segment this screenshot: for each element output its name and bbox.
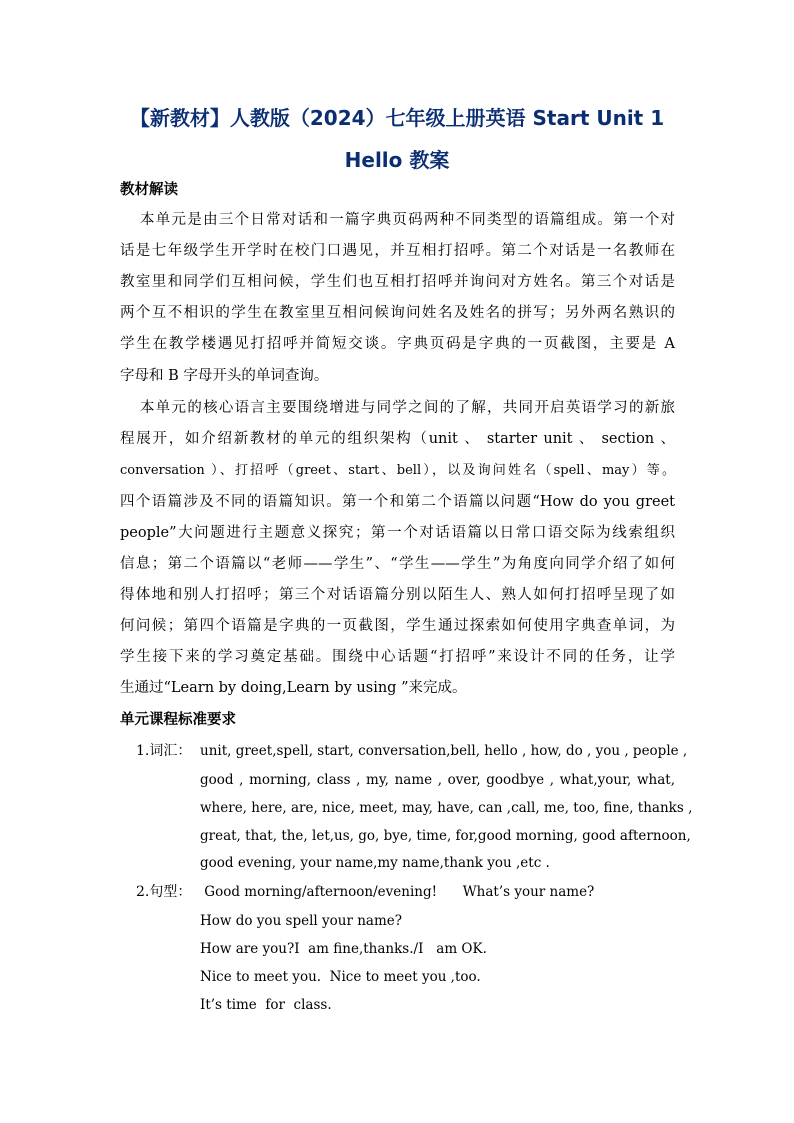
paragraph-line: 学生在教学楼遇见打招呼并简短交谈。字典页码是字典的一页截图，主要是 A: [120, 336, 675, 352]
paragraph-line: 程展开，如介绍新教材的单元的组织架构（unit 、 starter unit 、 section 、: [120, 431, 675, 447]
vocabulary-line: where, here, are, nice, meet, may, have, can ,call, me, too, fine, thanks ,: [200, 800, 693, 816]
paragraph-line: people”大问题进行主题意义探究；第一个对话语篇以日常口语交际为线索组织: [120, 525, 675, 541]
document-title-line-1: 【新教材】人教版（2024）七年级上册英语 Start Unit 1: [129, 106, 665, 130]
vocabulary-line: good , morning, class , my, name , over, goodbye , what,your, what,: [200, 772, 675, 788]
paragraph-line: 得体地和别人打招呼；第三个对话语篇分别以陌生人、熟人如何打招呼呈现了如: [120, 587, 675, 603]
paragraph-line: 信息；第二个语篇以“老师——学生”、“学生——学生”为角度向同学介绍了如何: [120, 556, 675, 572]
paragraph-line: 何问候；第四个语篇是字典的一页截图，学生通过探索如何使用字典查单词，为: [120, 618, 675, 634]
sentence-pattern-line: Nice to meet you. Nice to meet you ,too.: [200, 969, 481, 985]
sentence-pattern-line: How are you?I am fine,thanks./I am OK.: [200, 941, 487, 957]
paragraph-line: 话是七年级学生开学时在校门口遇见，并互相打招呼。第二个对话是一名教师在: [120, 243, 675, 259]
paragraph-line: 四个语篇涉及不同的语篇知识。第一个和第二个语篇以问题“How do you greet: [120, 494, 675, 510]
vocabulary-line: great, that, the, let,us, go, bye, time, for,good morning, good afternoon,: [200, 828, 691, 844]
sentence-pattern-line: Good morning/afternoon/evening! What’s your name?: [200, 884, 595, 900]
paragraph-line: conversation ）、打招呼（greet、start、bell），以及询问姓名（spell、may）等。: [120, 463, 675, 478]
paragraph-line: 两个互不相识的学生在教室里互相问候询问姓名及姓名的拼写；另外两名熟识的: [120, 305, 675, 321]
sentence-pattern-label: 2.句型：: [136, 884, 192, 900]
sentence-pattern-line: It’s time for class.: [200, 997, 332, 1013]
paragraph-line: 生通过“Learn by doing,Learn by using ”来完成。: [120, 680, 467, 696]
document-title-line-2: Hello 教案: [344, 148, 450, 172]
paragraph-line: 学生接下来的学习奠定基础。围绕中心话题“打招呼”来设计不同的任务，让学: [120, 649, 675, 665]
paragraph-line: 字母和 B 字母开头的单词查询。: [120, 368, 329, 384]
vocabulary-label: 1.词汇：: [136, 743, 192, 759]
sentence-pattern-line: How do you spell your name?: [200, 913, 402, 929]
paragraph-line: 本单元是由三个日常对话和一篇字典页码两种不同类型的语篇组成。第一个对: [140, 212, 675, 228]
vocabulary-line: unit, greet,spell, start, conversation,bell, hello , how, do , you , people ,: [200, 743, 688, 759]
paragraph-line: 教室里和同学们互相问候，学生们也互相打招呼并询问对方姓名。第三个对话是: [120, 274, 675, 290]
paragraph-line: 本单元的核心语言主要围绕增进与同学之间的了解，共同开启英语学习的新旅: [140, 400, 675, 416]
section-heading-curriculum-standards: 单元课程标准要求: [120, 711, 236, 728]
vocabulary-line: good evening, your name,my name,thank you ,etc .: [200, 855, 550, 871]
section-heading-textbook-analysis: 教材解读: [120, 181, 178, 198]
